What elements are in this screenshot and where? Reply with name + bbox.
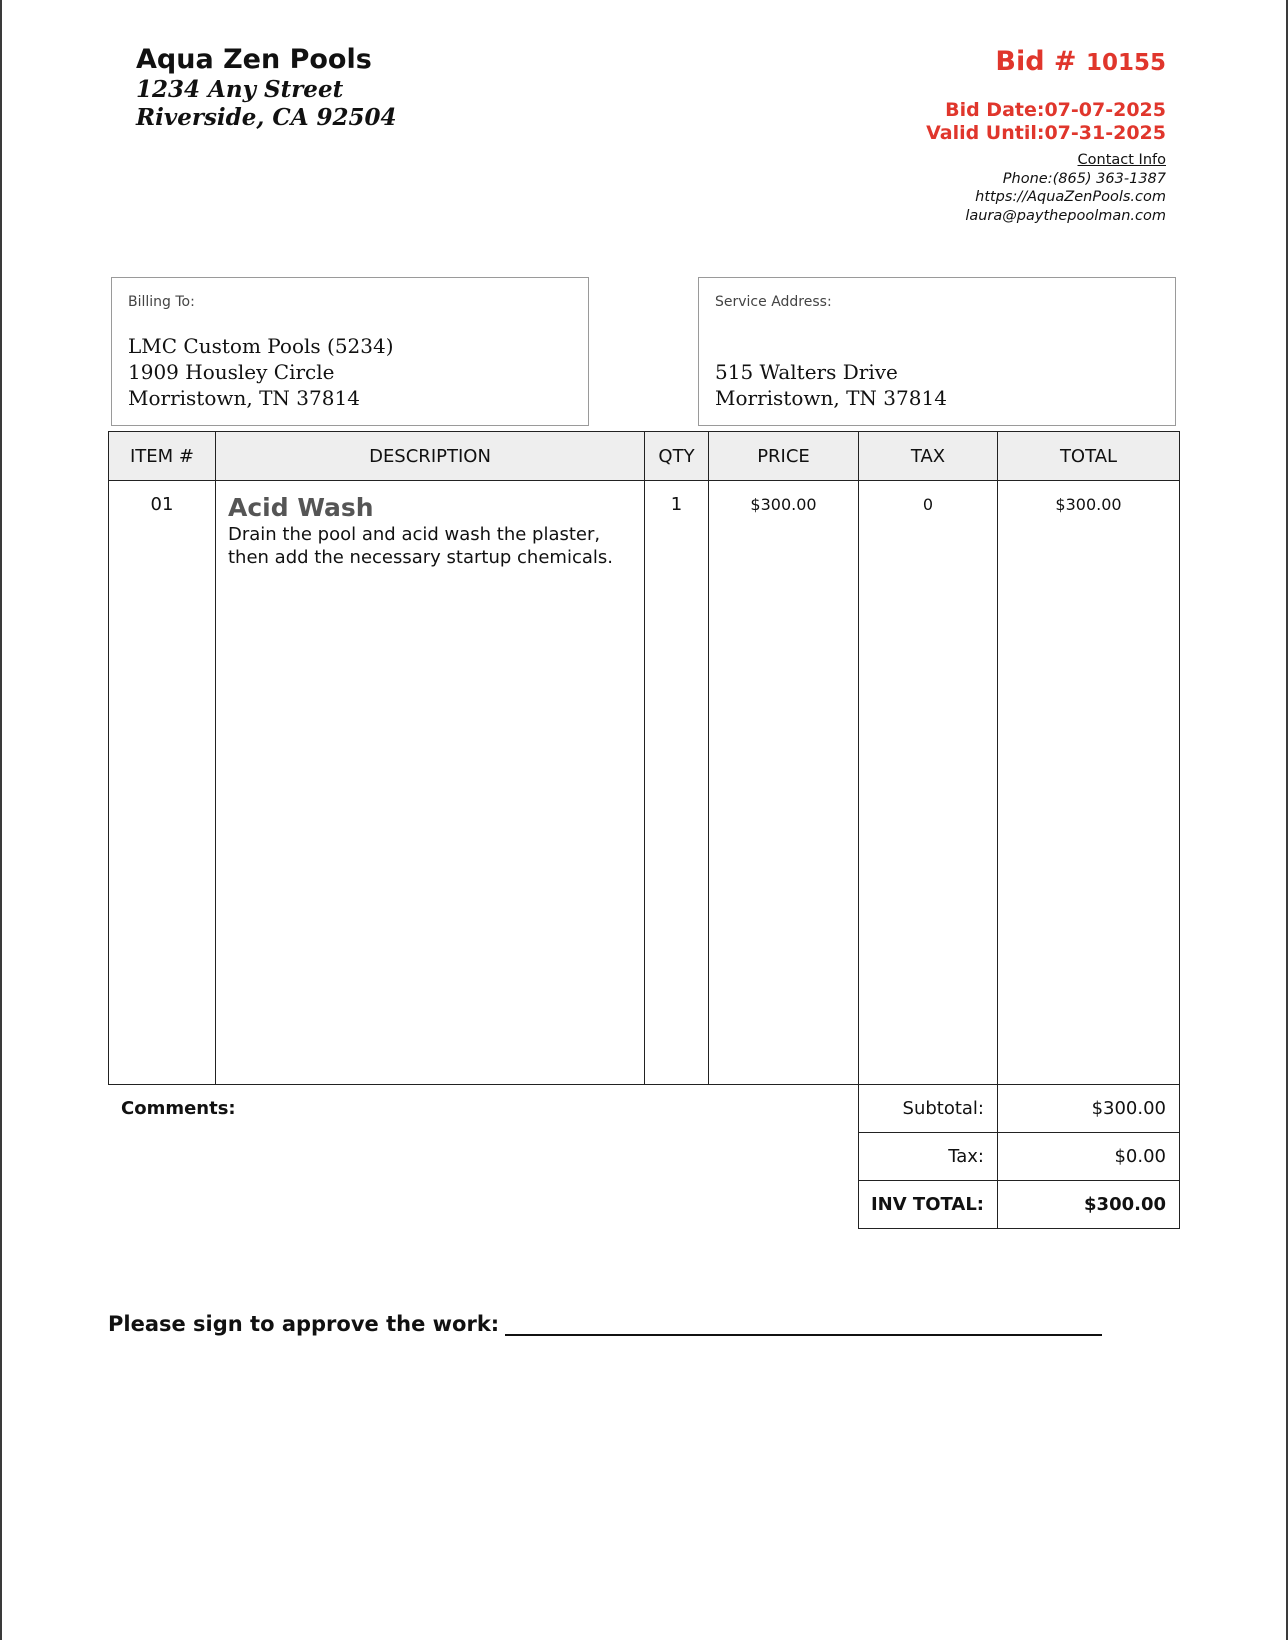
company-street: 1234 Any Street	[136, 76, 344, 103]
tax-label: Tax:	[859, 1133, 998, 1181]
item-title: Acid Wash	[228, 493, 374, 522]
col-header-item: ITEM #	[109, 432, 216, 481]
tax-value: $0.00	[998, 1133, 1180, 1181]
col-header-qty: QTY	[645, 432, 709, 481]
subtotal-label: Subtotal:	[859, 1085, 998, 1133]
tax-row	[859, 1133, 1180, 1181]
item-total: $300.00	[998, 481, 1180, 1085]
company-block	[136, 44, 397, 132]
service-label: Service Address:	[715, 294, 832, 310]
service-address	[715, 359, 947, 411]
line-items-table	[108, 431, 1180, 1085]
subtotal-value: $300.00	[998, 1085, 1180, 1133]
bid-date: Bid Date:07-07-2025	[945, 99, 1166, 121]
billing-address	[128, 333, 394, 411]
col-header-total: TOTAL	[998, 432, 1180, 481]
service-box	[698, 277, 1176, 426]
item-price: $300.00	[709, 481, 859, 1085]
item-description-cell	[216, 481, 645, 1085]
grand-total-row	[859, 1181, 1180, 1229]
page-left-edge	[0, 0, 2, 1640]
item-description: Drain the pool and acid wash the plaster, then add the necessary startup chemicals.	[228, 524, 613, 568]
bid-label: Bid #	[995, 46, 1077, 77]
contact-email: laura@paythepoolman.com	[965, 207, 1166, 224]
billing-box	[111, 277, 589, 426]
signature-prompt: Please sign to approve the work:	[108, 1312, 500, 1336]
billing-label: Billing To:	[128, 294, 195, 310]
bid-number: 10155	[1085, 50, 1166, 76]
grand-total-label: INV TOTAL:	[859, 1181, 998, 1229]
grand-total-value: $300.00	[998, 1181, 1180, 1229]
comments-label: Comments:	[121, 1098, 236, 1119]
bid-dates	[926, 99, 1166, 145]
contact-info	[926, 151, 1166, 225]
item-number: 01	[109, 481, 216, 1085]
service-street: 515 Walters Drive	[715, 360, 898, 384]
company-name: Aqua Zen Pools	[136, 44, 372, 75]
table-row	[109, 481, 1180, 1085]
billing-street: 1909 Housley Circle	[128, 360, 335, 384]
col-header-tax: TAX	[859, 432, 998, 481]
item-qty: 1	[645, 481, 709, 1085]
service-city: Morristown, TN 37814	[715, 386, 947, 410]
billing-name: LMC Custom Pools (5234)	[128, 334, 394, 358]
billing-city: Morristown, TN 37814	[128, 386, 360, 410]
table-header-row	[109, 432, 1180, 481]
signature-line[interactable]	[505, 1312, 1102, 1336]
company-city: Riverside, CA 92504	[136, 104, 397, 131]
col-header-price: PRICE	[709, 432, 859, 481]
contact-title: Contact Info	[1077, 152, 1166, 168]
totals-table	[858, 1084, 1180, 1229]
item-tax: 0	[859, 481, 998, 1085]
signature-area	[108, 1312, 1102, 1336]
col-header-description: DESCRIPTION	[216, 432, 645, 481]
bid-number-line	[926, 44, 1166, 81]
subtotal-row	[859, 1085, 1180, 1133]
contact-phone: Phone:(865) 363-1387	[1002, 170, 1166, 187]
contact-website: https://AquaZenPools.com	[975, 189, 1166, 205]
bid-valid-until: Valid Until:07-31-2025	[926, 122, 1166, 144]
bid-block	[926, 44, 1166, 225]
